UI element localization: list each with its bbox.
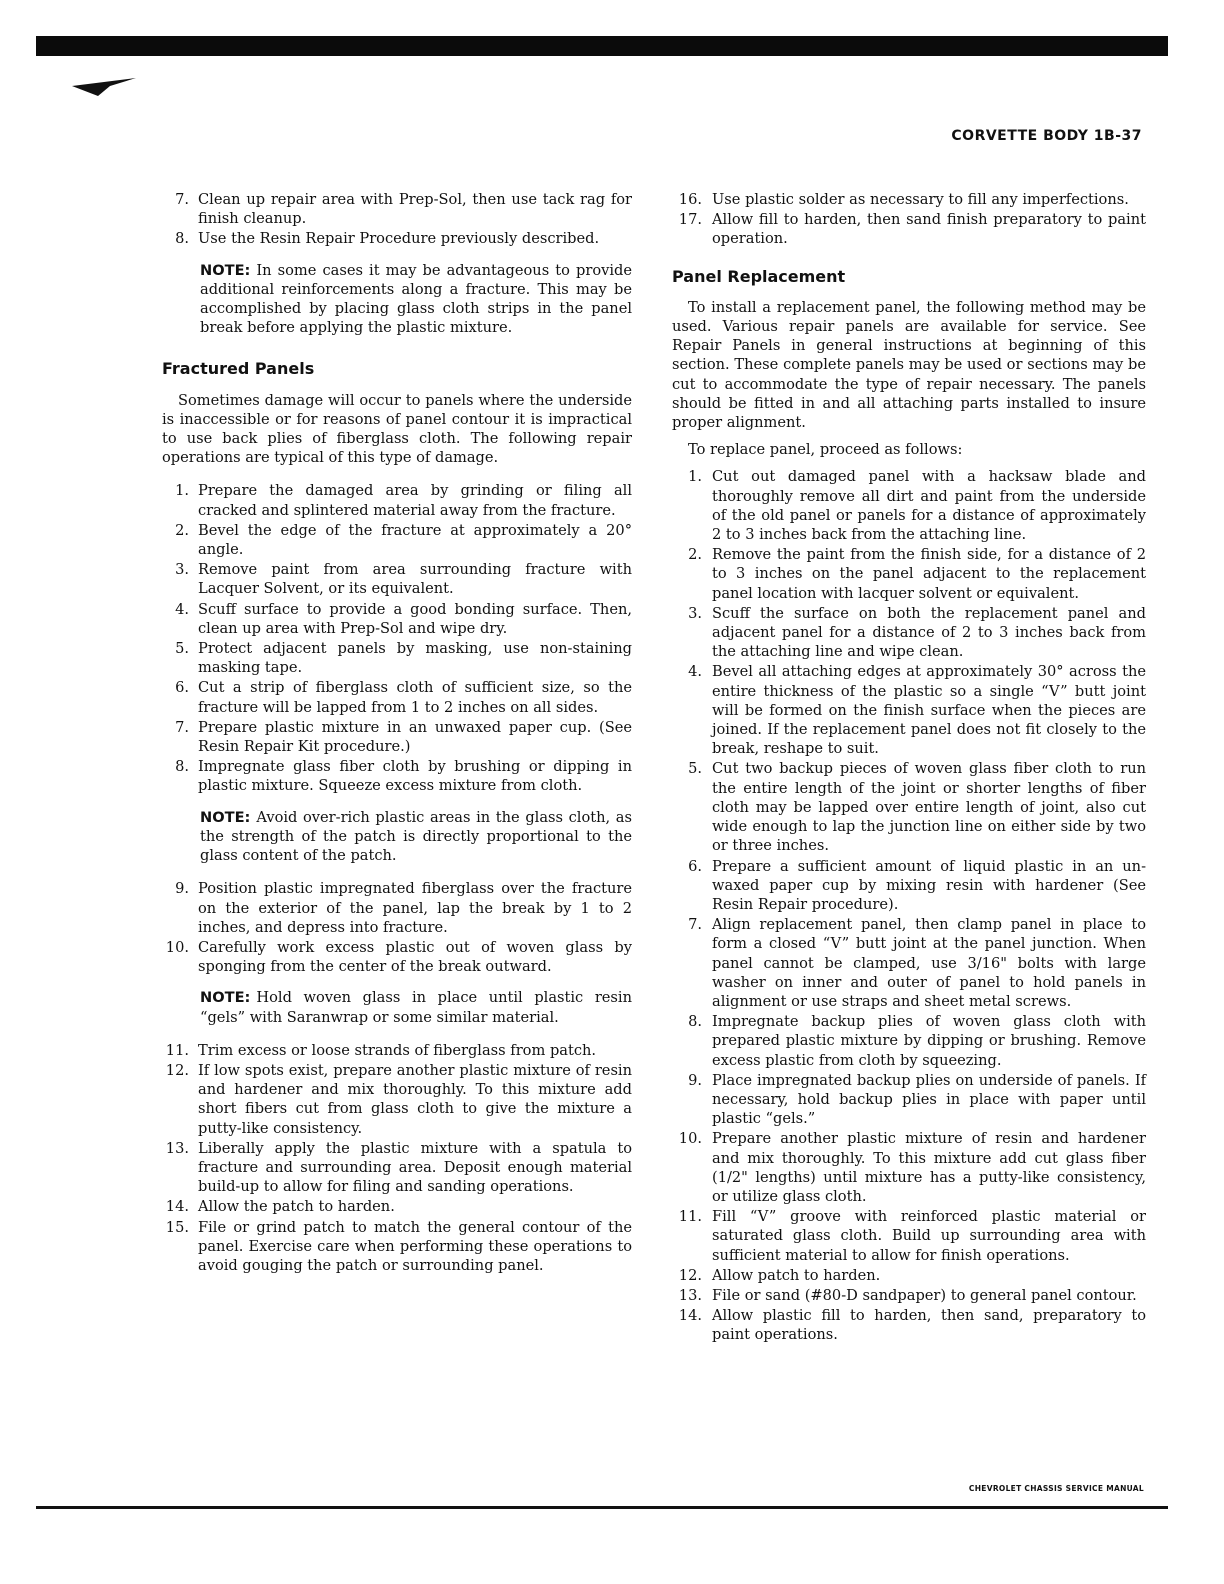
- step-text: Impregnate glass fiber cloth by brushing or dipping in plastic mixture. Squeeze excess mixture from cloth.: [198, 758, 632, 795]
- step-item: [162, 879, 632, 937]
- step-text: Protect adjacent panels by masking, use non-staining masking tape.: [198, 640, 632, 677]
- step-text: Cut a strip of fiberglass cloth of sufficient size, so the fracture will be lapped from 1 to 2 inches on all sides.: [198, 679, 632, 716]
- step-item: [672, 1286, 1146, 1305]
- step-text: Carefully work excess plastic out of woven glass by sponging from the center of the break outward.: [198, 938, 632, 976]
- fractured-steps-a: [162, 481, 632, 795]
- step-text: Liberally apply the plastic mixture with a spatula to fracture and surrounding area. Deposit enough material build-up to allow for filing and sanding operations.: [198, 1139, 632, 1196]
- step-item: [162, 1041, 632, 1060]
- step-number: 15.: [165, 1218, 189, 1236]
- right-column: [672, 190, 1146, 1351]
- step-number: 13.: [165, 1139, 189, 1157]
- corner-arrow-mark: [70, 74, 140, 104]
- step-item: [162, 1061, 632, 1138]
- step-number: 2.: [175, 521, 189, 539]
- step-item: [162, 757, 632, 795]
- step-text: File or grind patch to match the general contour of the panel. Exercise care when performing these operations to avoid gouging the patch or surrounding panel.: [198, 1218, 632, 1274]
- step-item: [672, 190, 1146, 209]
- replacement-intro: To install a replacement panel, the following method may be used. Various repair panels are available for service. See Repair Panels in general instructions at beginning of this section. These complete panels may be used or sections may be cut to accommodate the type of repair necessary. The panels should be fitted in and all attaching parts installed to insure proper alignment.: [672, 298, 1146, 432]
- step-text: Use the Resin Repair Procedure previously described.: [198, 230, 600, 248]
- step-item: [162, 1197, 632, 1216]
- step-item: [162, 229, 632, 248]
- step-number: 2.: [688, 546, 702, 564]
- step-text: Allow fill to harden, then sand finish preparatory to paint operation.: [712, 211, 1146, 248]
- step-text: Prepare the damaged area by grinding or filing all cracked and splintered material away from the fracture.: [198, 482, 632, 519]
- step-item: [672, 857, 1146, 915]
- step-item: [162, 938, 632, 976]
- step-number: 12.: [678, 1266, 702, 1284]
- heading-panel-replacement: Panel Replacement: [672, 266, 846, 286]
- step-number: 6.: [175, 679, 189, 697]
- step-number: 11.: [165, 1041, 189, 1059]
- step-text: Prepare plastic mixture in an unwaxed paper cup. (See Resin Repair Kit procedure.): [198, 718, 632, 756]
- step-text: Impregnate backup plies of woven glass cloth with prepared plastic mixture by dipping or brushing. Remove excess plastic from cloth by squeezing.: [712, 1013, 1146, 1069]
- step-number: 10.: [678, 1130, 702, 1148]
- step-text: Trim excess or loose strands of fiberglass from patch.: [198, 1041, 597, 1059]
- step-number: 8.: [175, 758, 189, 776]
- fractured-steps-c: [162, 1041, 632, 1275]
- step-number: 4.: [175, 600, 189, 618]
- step-text: Allow the patch to harden.: [198, 1198, 395, 1216]
- step-number: 5.: [688, 760, 702, 778]
- step-item: [672, 210, 1146, 248]
- step-text: Use plastic solder as necessary to fill any imperfections.: [712, 191, 1129, 208]
- top-border-bar: [36, 36, 1168, 56]
- footer-manual-name: CHEVROLET CHASSIS SERVICE MANUAL: [968, 1484, 1144, 1493]
- fractured-intro: Sometimes damage will occur to panels where the underside is inaccessible or for reasons of panel contour it is impractical to use back plies of fiberglass cloth. The following repair operations are typical of this type of damage.: [162, 391, 632, 467]
- page-header-id: CORVETTE BODY 1B-37: [951, 128, 1142, 144]
- note-over-rich: NOTE: Avoid over-rich plastic areas in the glass cloth, as the strength of the patch is directly proportional to the glass content of the patch.: [200, 808, 632, 865]
- step-item: [672, 1071, 1146, 1129]
- step-text: Scuff surface to provide a good bonding surface. Then, clean up area with Prep-Sol and wipe dry.: [198, 600, 632, 637]
- step-text: Prepare a sufficient amount of liquid plastic in an un-waxed paper cup by mixing resin with hardener (See Resin Repair procedure).: [712, 857, 1146, 913]
- step-item: [672, 662, 1146, 758]
- step-text: Fill “V” groove with reinforced plastic material or saturated glass cloth. Build up surrounding area with sufficient material to allow for finish operations.: [712, 1208, 1146, 1264]
- left-top-steps: [162, 190, 632, 249]
- step-item: [162, 600, 632, 638]
- step-item: [672, 1012, 1146, 1070]
- replacement-lead: To replace panel, proceed as follows:: [688, 441, 963, 459]
- step-text: Remove paint from area surrounding fracture with Lacquer Solvent, or its equivalent.: [198, 561, 632, 598]
- step-text: Bevel the edge of the fracture at approximately a 20° angle.: [198, 521, 632, 559]
- step-text: Bevel all attaching edges at approximately 30° across the entire thickness of the plastic so a single “V” butt joint will be formed on the finish surface when the pieces are joined. If the replacement panel does not fit closely to the break, reshape to suit.: [712, 663, 1146, 758]
- step-number: 12.: [165, 1061, 189, 1079]
- replacement-steps: [672, 467, 1146, 1344]
- step-number: 3.: [688, 604, 702, 622]
- step-text: Cut two backup pieces of woven glass fiber cloth to run the entire length of the joint or shorter lengths of fiber cloth may be lapped over entire length of joint, also cut wide enough to lap the junction line on either side by two or three inches.: [712, 760, 1146, 855]
- step-text: Position plastic impregnated fiberglass over the fracture on the exterior of the panel, lap the break by 1 to 2 inches, and depress into fracture.: [198, 880, 632, 936]
- step-item: [672, 545, 1146, 603]
- step-number: 14.: [678, 1307, 702, 1325]
- step-text: File or sand (#80-D sandpaper) to general panel contour.: [712, 1286, 1137, 1304]
- step-item: [672, 467, 1146, 544]
- step-item: [162, 521, 632, 559]
- step-text: Align replacement panel, then clamp panel in place to form a closed “V” butt joint at the panel junction. When panel cannot be clamped, use 3/16" bolts with large washer on inner and outer of panel to hold panels in alignment or use straps and sheet metal screws.: [712, 916, 1146, 1010]
- step-text: Remove the paint from the finish side, for a distance of 2 to 3 inches on the panel adjacent to the replacement panel location with lacquer solvent or equivalent.: [712, 546, 1146, 602]
- step-number: 9.: [175, 880, 189, 898]
- step-item: [162, 718, 632, 756]
- step-item: [162, 1139, 632, 1197]
- step-item: [672, 1266, 1146, 1285]
- step-text: Allow patch to harden.: [712, 1266, 881, 1284]
- step-number: 5.: [175, 640, 189, 658]
- step-number: 4.: [688, 663, 702, 681]
- step-item: [162, 481, 632, 519]
- step-item: [672, 915, 1146, 1011]
- step-number: 16.: [678, 191, 702, 208]
- step-number: 3.: [175, 561, 189, 579]
- step-item: [162, 190, 632, 228]
- note-reinforcement: NOTE: In some cases it may be advantageous to provide additional reinforcements along a fracture. This may be accomplished by placing glass cloth strips in the panel break before applying the plastic mixture.: [200, 261, 632, 337]
- step-number: 8.: [175, 230, 189, 248]
- step-text: If low spots exist, prepare another plastic mixture of resin and hardener and mix thoroughly. To this mixture add short fibers cut from glass cloth to give the mixture a putty-like consistency.: [198, 1061, 632, 1137]
- step-item: [162, 560, 632, 598]
- step-number: 7.: [175, 718, 189, 736]
- note-woven-glass: NOTE: Hold woven glass in place until plastic resin “gels” with Saranwrap or some similar material.: [200, 989, 632, 1026]
- step-item: [672, 759, 1146, 855]
- step-item: [672, 604, 1146, 662]
- step-number: 6.: [688, 857, 702, 875]
- step-number: 7.: [175, 191, 189, 208]
- step-item: [162, 639, 632, 677]
- step-number: 7.: [688, 916, 702, 934]
- step-item: [672, 1207, 1146, 1265]
- step-item: [162, 1218, 632, 1276]
- step-text: Allow plastic fill to harden, then sand, preparatory to paint operations.: [712, 1307, 1146, 1344]
- step-number: 14.: [165, 1198, 189, 1216]
- step-text: Clean up repair area with Prep-Sol, then use tack rag for finish cleanup.: [198, 191, 632, 228]
- step-number: 11.: [678, 1208, 702, 1226]
- left-column: [162, 190, 632, 1281]
- step-text: Prepare another plastic mixture of resin and hardener and mix thoroughly. To this mixture add cut glass fiber (1/2" lengths) until mixture has a putty-like consistency, or utilize glass cloth.: [712, 1130, 1146, 1205]
- step-number: 13.: [678, 1286, 702, 1304]
- step-item: [162, 678, 632, 716]
- step-text: Scuff the surface on both the replacement panel and adjacent panel for a distance of 2 to 3 inches back from the attaching line and wipe clean.: [712, 604, 1146, 661]
- footer-rule: [36, 1506, 1168, 1509]
- step-number: 9.: [688, 1071, 702, 1089]
- step-text: Place impregnated backup plies on underside of panels. If necessary, hold backup plies in place with paper until plastic “gels.”: [712, 1071, 1146, 1128]
- step-number: 1.: [688, 468, 702, 486]
- fractured-steps-b: [162, 879, 632, 976]
- step-text: Cut out damaged panel with a hacksaw blade and thoroughly remove all dirt and paint from the underside of the old panel or panels for a distance of approximately 2 to 3 inches back from the attaching line.: [712, 468, 1146, 544]
- step-number: 1.: [175, 482, 189, 500]
- step-number: 17.: [678, 211, 702, 229]
- step-number: 10.: [165, 938, 189, 956]
- step-number: 8.: [688, 1013, 702, 1031]
- step-item: [672, 1129, 1146, 1206]
- step-item: [672, 1306, 1146, 1344]
- heading-fractured-panels: Fractured Panels: [162, 359, 315, 379]
- right-top-steps: [672, 190, 1146, 249]
